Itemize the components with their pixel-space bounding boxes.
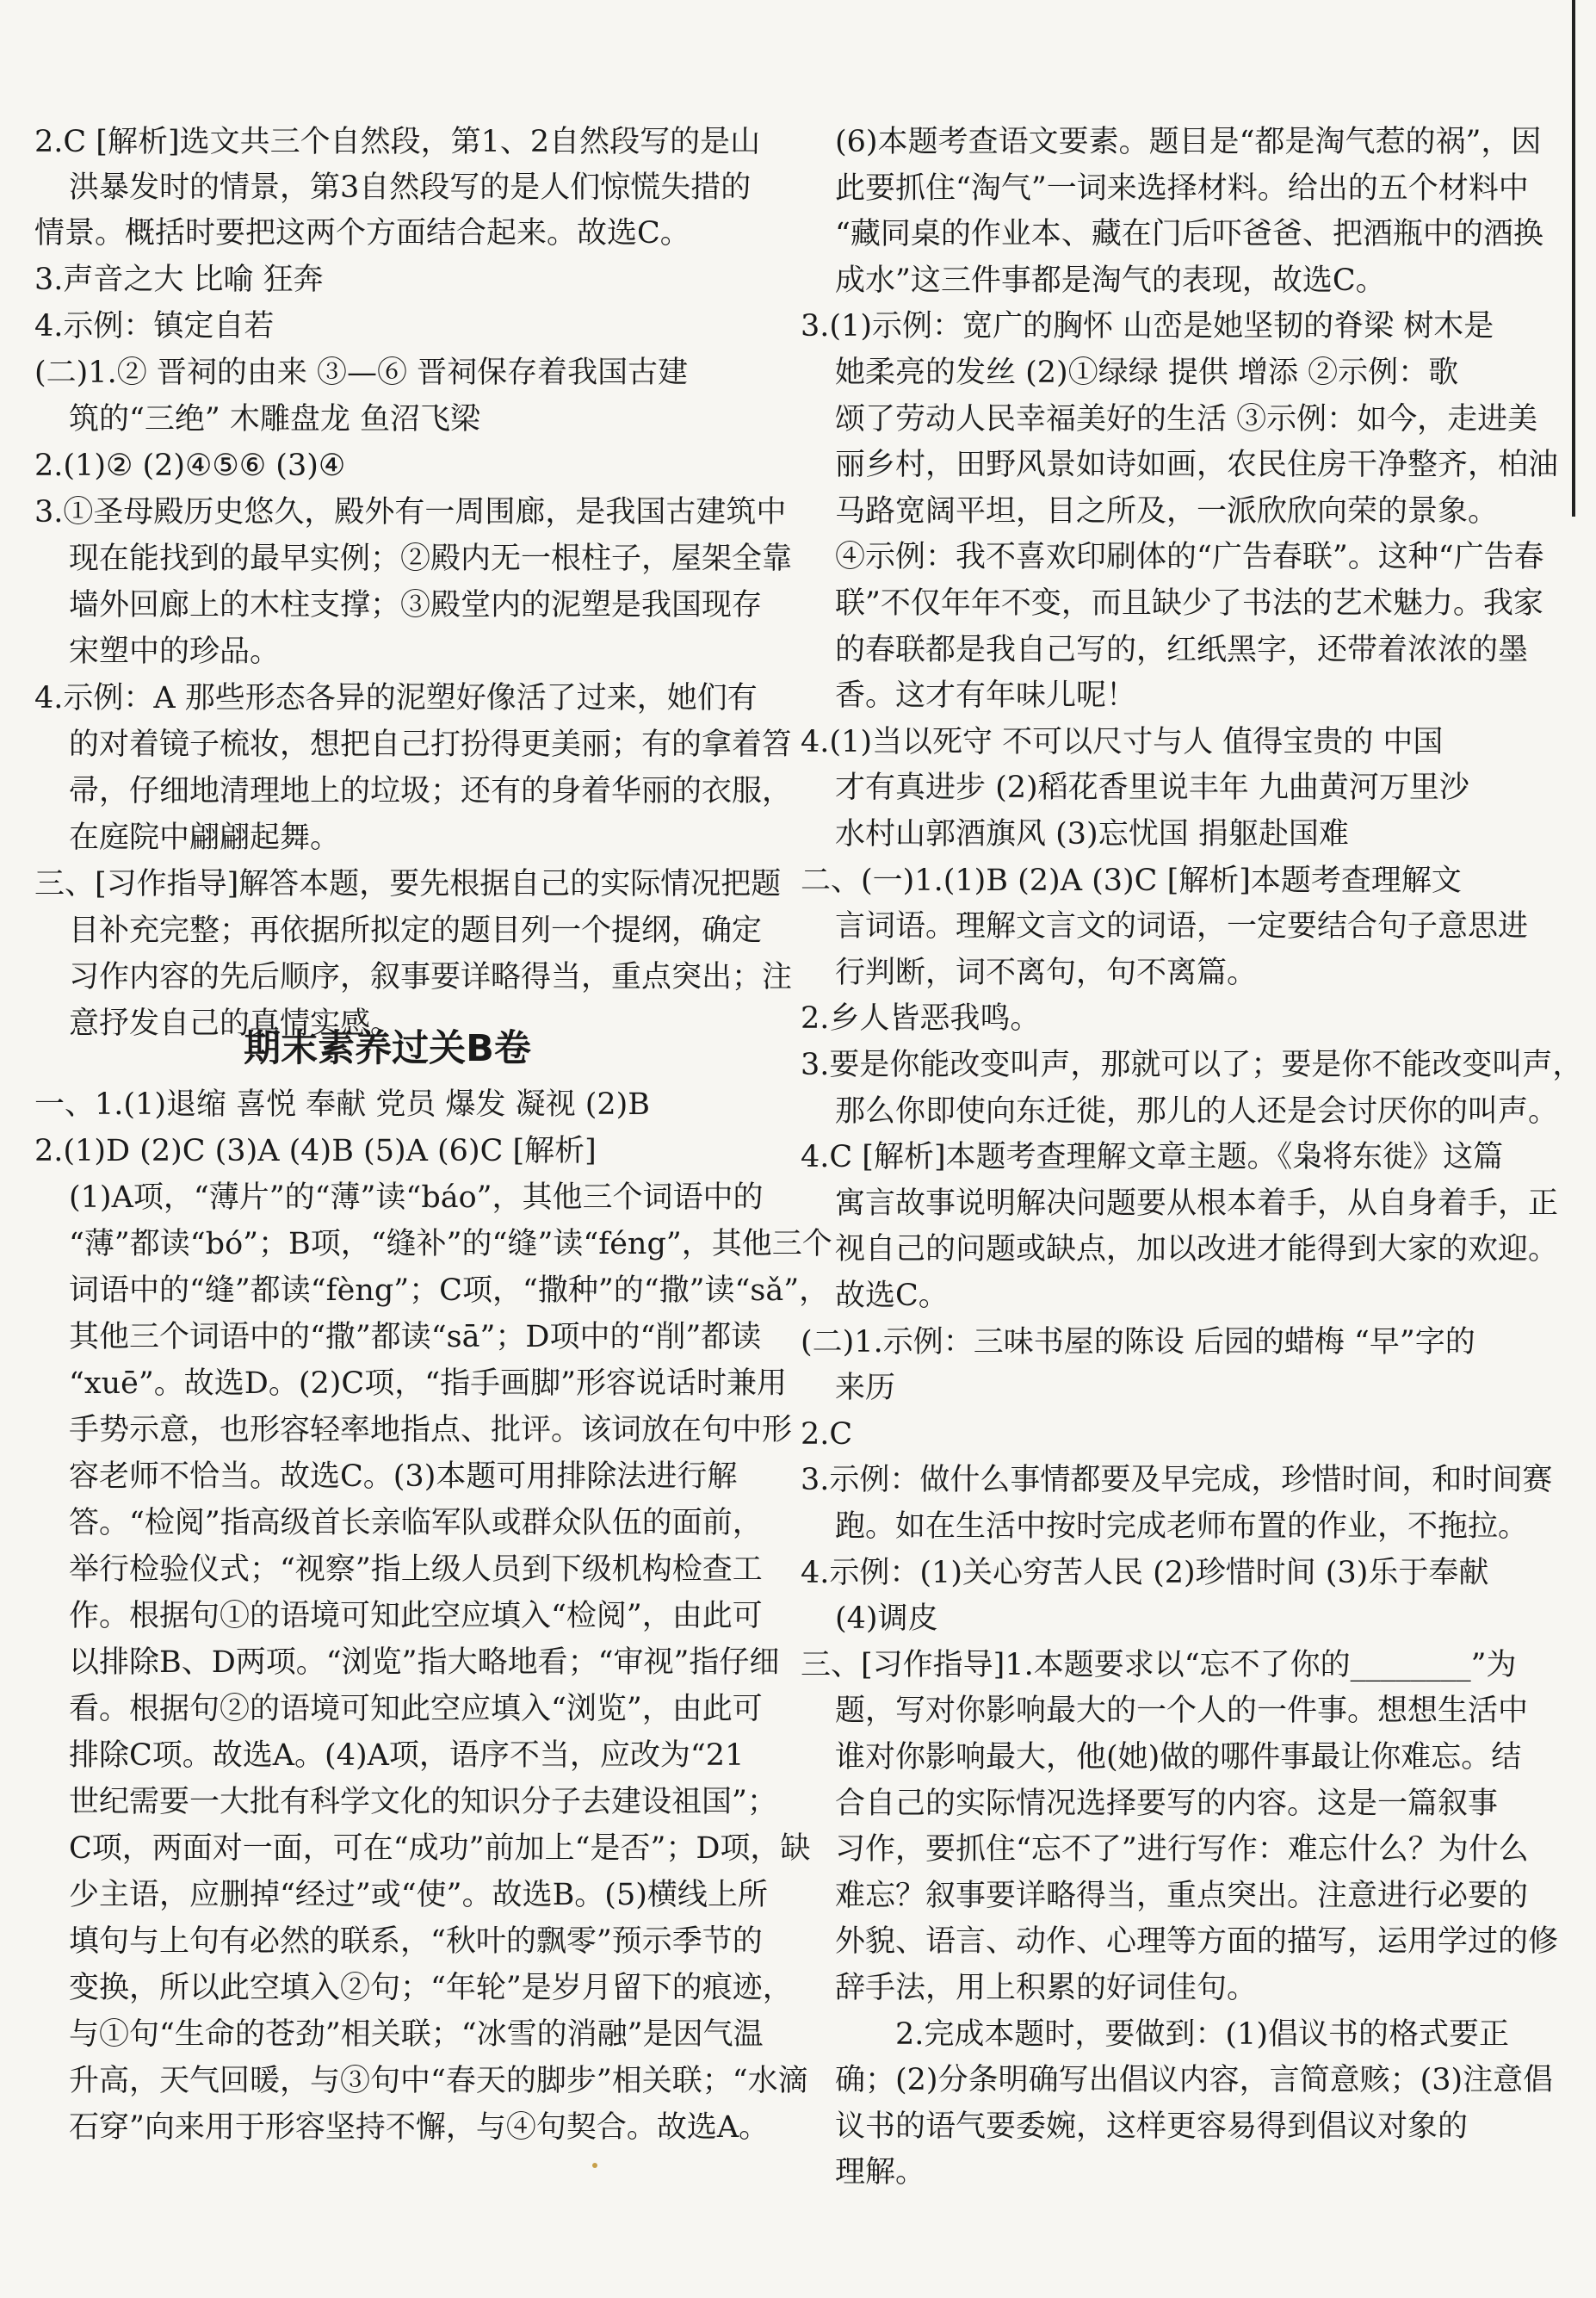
- left-line: 帚，仔细地清理地上的垃圾；还有的身着华丽的衣服，: [69, 774, 793, 808]
- left-line: 2.(1)② (2)④⑤⑥ (3)④: [34, 449, 346, 483]
- left-line: 填句与上句有必然的联系，“秋叶的飘零”预示季节的: [69, 1924, 763, 1959]
- right-line: 言词语。理解文言文的词语，一定要结合句子意思进: [835, 909, 1529, 944]
- right-line: 三、[习作指导]1.本题要求以“忘不了你的________”为: [801, 1648, 1517, 1682]
- right-line: 难忘？叙事要详略得当，重点突出。注意进行必要的: [835, 1879, 1529, 1913]
- right-line: (6)本题考查语文要素。题目是“都是淘气惹的祸”，因: [835, 125, 1542, 159]
- left-line: 三、[习作指导]解答本题，要先根据自己的实际情况把题: [34, 867, 782, 901]
- right-line: 此要抓住“淘气”一词来选择材料。给出的五个材料中: [835, 171, 1529, 206]
- left-line: 在庭院中翩翩起舞。: [69, 821, 341, 855]
- right-line: 外貌、语言、动作、心理等方面的描写，运用学过的修: [835, 1924, 1559, 1959]
- left-line: 世纪需要一大批有科学文化的知识分子去建设祖国”；: [69, 1785, 777, 1819]
- left-line: “xuē”。故选D。(2)C项，“指手画脚”形容说话时兼用: [69, 1366, 787, 1401]
- page-edge-line: [1572, 0, 1575, 517]
- left-line: 作。根据句①的语境可知此空应填入“检阅”，由此可: [69, 1599, 763, 1633]
- right-line: 行判断，词不离句，句不离篇。: [835, 956, 1258, 990]
- left-line: 洪暴发时的情景，第3自然段写的是人们惊慌失措的: [69, 170, 752, 205]
- left-line: 目补充完整；再依据所拟定的题目列一个提纲，确定: [69, 914, 763, 948]
- right-line: 确；(2)分条明确写出倡议内容，言简意赅；(3)注意倡: [835, 2063, 1554, 2097]
- right-line: (4)调皮: [835, 1601, 938, 1636]
- left-line: 与①句“生命的苍劲”相关联；“冰雪的消融”是因气温: [69, 2017, 764, 2052]
- left-line: 习作内容的先后顺序，叙事要详略得当，重点突出；注: [69, 960, 793, 994]
- right-line: 丽乡村，田野风景如诗如画，农民住房干净整齐，柏油: [835, 448, 1559, 482]
- right-line: 4.示例：(1)关心穷苦人民 (2)珍惜时间 (3)乐于奉献: [801, 1556, 1489, 1590]
- right-line: 马路宽阔平坦，目之所及，一派欣欣向荣的景象。: [835, 494, 1499, 529]
- right-line: ④示例：我不喜欢印刷体的“广告春联”。这种“广告春: [835, 540, 1544, 574]
- left-line: (1)A项，“薄片”的“薄”读“báo”，其他三个词语中的: [69, 1180, 764, 1215]
- right-line: 颂了劳动人民幸福美好的生活 ③示例：如今，走进美: [835, 402, 1538, 437]
- right-line: 题，写对你影响最大的一个人的一件事。想想生活中: [835, 1694, 1529, 1728]
- right-line: 视自己的问题或缺点，加以改进才能得到大家的欢迎。: [835, 1232, 1559, 1267]
- right-line: 寓言故事说明解决问题要从根本着手，从自身着手，正: [835, 1186, 1559, 1221]
- right-line: 习作，要抓住“忘不了”进行写作：难忘什么？为什么: [835, 1832, 1529, 1867]
- right-line: 水村山郭酒旗风 (3)忘忧国 捐躯赴国难: [835, 817, 1349, 852]
- right-line: 3.示例：做什么事情都要及早完成，珍惜时间，和时间赛: [801, 1463, 1553, 1497]
- left-line: 词语中的“缝”都读“fèng”；C项，“撒种”的“撒”读“sǎ”，: [69, 1273, 830, 1308]
- left-line: 看。根据句②的语境可知此空应填入“浏览”，由此可: [69, 1692, 763, 1726]
- right-line: 2.C: [801, 1417, 853, 1452]
- left-line: “薄”都读“bó”；B项，“缝补”的“缝”读“féng”，其他三个: [69, 1227, 832, 1261]
- right-line: 故选C。: [835, 1279, 949, 1313]
- left-line: 4.示例：镇定自若: [34, 309, 275, 344]
- left-line: C项，两面对一面，可在“成功”前加上“是否”；D项，缺: [69, 1831, 811, 1866]
- left-line: 石穿”向来用于形容坚持不懈，与④句契合。故选A。: [69, 2110, 770, 2145]
- left-line: 3.①圣母殿历史悠久，殿外有一周围廊，是我国古建筑中: [34, 495, 787, 530]
- left-line: 举行检验仪式；“视察”指上级人员到下级机构检查工: [69, 1552, 763, 1587]
- left-line: 少主语，应删掉“经过”或“使”。故选B。(5)横线上所: [69, 1878, 768, 1912]
- right-line: 才有真进步 (2)稻花香里说丰年 九曲黄河万里沙: [835, 771, 1469, 805]
- left-line: 答。“检阅”指高级首长亲临军队或群众队伍的面前，: [69, 1506, 763, 1540]
- section-title: 期末素养过关B卷: [244, 1027, 531, 1070]
- right-line: (二)1.示例：三味书屋的陈设 后园的蜡梅 “早”字的: [801, 1325, 1475, 1360]
- right-line: 4.C [解析]本题考查理解文章主题。《枭将东徙》这篇: [801, 1140, 1504, 1174]
- right-line: 3.(1)示例：宽广的胸怀 山峦是她坚韧的脊梁 树木是: [801, 309, 1494, 344]
- left-line: 容老师不恰当。故选C。(3)本题可用排除法进行解: [69, 1459, 738, 1494]
- right-line: 跑。如在生活中按时完成老师布置的作业，不拖拉。: [835, 1509, 1529, 1544]
- left-line: 一、1.(1)退缩 喜悦 奉献 党员 爆发 凝视 (2)B: [34, 1087, 651, 1122]
- left-line: 筑的“三绝” 木雕盘龙 鱼沼飞梁: [69, 402, 481, 437]
- left-line: 排除C项。故选A。(4)A项，语序不当，应改为“21: [69, 1738, 745, 1773]
- right-line: 4.(1)当以死守 不可以尺寸与人 值得宝贵的 中国: [801, 725, 1444, 759]
- right-line: 2.乡人皆恶我鸣。: [801, 1001, 1041, 1036]
- right-line: 3.要是你能改变叫声，那就可以了；要是你不能改变叫声，: [801, 1048, 1583, 1082]
- left-line: 变换，所以此空填入②句；“年轮”是岁月留下的痕迹，: [69, 1971, 793, 2005]
- left-line: 的对着镜子梳妆，想把自己打扮得更美丽；有的拿着笤: [69, 728, 793, 762]
- left-line: 3.声音之大 比喻 狂奔: [34, 263, 324, 297]
- right-line: 辞手法，用上积累的好词佳句。: [835, 1971, 1258, 2005]
- left-line: 以排除B、D两项。“浏览”指大略地看；“审视”指仔细: [69, 1645, 780, 1680]
- right-line: 2.完成本题时，要做到：(1)倡议书的格式要正: [895, 2017, 1509, 2052]
- left-line: 2.C [解析]选文共三个自然段，第1、2自然段写的是山: [34, 125, 761, 159]
- right-line: 谁对你影响最大，他(她)做的哪件事最让你难忘。结: [835, 1740, 1522, 1775]
- right-line: 来历: [835, 1371, 896, 1405]
- right-line: 二、(一)1.(1)B (2)A (3)C [解析]本题考查理解文: [801, 864, 1462, 898]
- left-line: 情景。概括时要把这两个方面结合起来。故选C。: [34, 216, 690, 251]
- left-line: 墙外回廊上的木柱支撑；③殿堂内的泥塑是我国现存: [69, 588, 763, 623]
- left-line: 其他三个词语中的“撒”都读“sā”；D项中的“削”都读: [69, 1320, 762, 1354]
- right-line: 合自己的实际情况选择要写的内容。这是一篇叙事: [835, 1787, 1499, 1821]
- left-line: 现在能找到的最早实例；②殿内无一根柱子，屋架全靠: [69, 542, 793, 576]
- right-line: 议书的语气要委婉，这样更容易得到倡议对象的: [835, 2109, 1469, 2144]
- left-line: 手势示意，也形容轻率地指点、批评。该词放在句中形: [69, 1413, 793, 1447]
- right-line: 成水”这三件事都是淘气的表现，故选C。: [835, 263, 1386, 298]
- right-line: “藏同桌的作业本、藏在门后吓爸爸、把酒瓶中的酒换: [835, 217, 1543, 251]
- right-line: 理解。: [835, 2155, 926, 2190]
- left-line: 2.(1)D (2)C (3)A (4)B (5)A (6)C [解析]: [34, 1134, 597, 1168]
- ink-speck: [592, 2163, 597, 2168]
- left-line: 意抒发自己的真情实感。: [69, 1007, 401, 1041]
- left-line: 4.示例：A 那些形态各异的泥塑好像活了过来，她们有: [34, 681, 758, 715]
- right-line: 联”不仅年年不变，而且缺少了书法的艺术魅力。我家: [835, 586, 1543, 621]
- right-line: 她柔亮的发丝 (2)①绿绿 提供 增添 ②示例：歌: [835, 356, 1459, 390]
- left-line: 宋塑中的珍品。: [69, 635, 281, 669]
- right-line: 的春联都是我自己写的，红纸黑字，还带着浓浓的墨: [835, 633, 1529, 667]
- right-line: 那么你即使向东迁徙，那儿的人还是会讨厌你的叫声。: [835, 1094, 1559, 1129]
- right-line: 香。这才有年味儿呢！: [835, 678, 1137, 713]
- left-line: (二)1.② 晋祠的由来 ③—⑥ 晋祠保存着我国古建: [34, 356, 689, 390]
- left-line: 升高，天气回暖，与③句中“春天的脚步”相关联；“水滴: [69, 2064, 808, 2098]
